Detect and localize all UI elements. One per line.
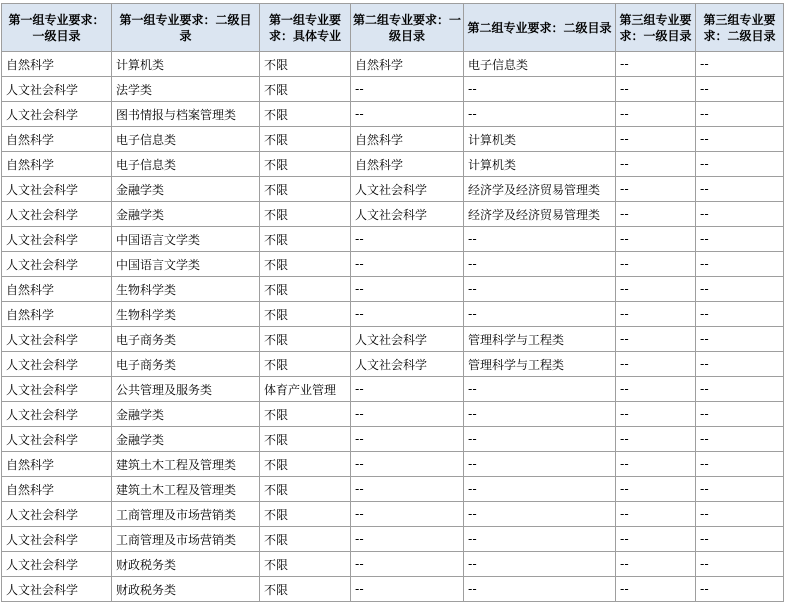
table-cell: -- bbox=[696, 52, 784, 77]
table-cell: 管理科学与工程类 bbox=[464, 352, 616, 377]
table-row bbox=[2, 327, 784, 352]
table-cell: 自然科学 bbox=[2, 277, 112, 302]
table-cell: 金融学类 bbox=[112, 427, 260, 452]
table-body bbox=[2, 52, 784, 602]
major-requirements-table bbox=[1, 3, 784, 602]
table-cell: -- bbox=[351, 102, 464, 127]
table-cell: -- bbox=[696, 577, 784, 602]
table-cell: -- bbox=[616, 377, 696, 402]
table-cell: 不限 bbox=[260, 302, 351, 327]
table-cell: -- bbox=[464, 527, 616, 552]
table-cell: -- bbox=[464, 477, 616, 502]
table-cell: 不限 bbox=[260, 327, 351, 352]
table-cell: -- bbox=[616, 252, 696, 277]
header-cell: 第一组专业要求：一级目录 bbox=[2, 4, 112, 52]
table-cell: 金融学类 bbox=[112, 177, 260, 202]
table-cell: 计算机类 bbox=[464, 127, 616, 152]
table-cell: 人文社会科学 bbox=[2, 77, 112, 102]
table-cell: -- bbox=[351, 427, 464, 452]
header-cell: 第三组专业要求：一级目录 bbox=[616, 4, 696, 52]
header-cell: 第一组专业要求：二级目录 bbox=[112, 4, 260, 52]
table-cell: -- bbox=[616, 127, 696, 152]
table-cell: -- bbox=[616, 277, 696, 302]
table-row bbox=[2, 502, 784, 527]
table-cell: -- bbox=[464, 77, 616, 102]
table-cell: -- bbox=[696, 427, 784, 452]
table-cell: -- bbox=[464, 402, 616, 427]
table-cell: -- bbox=[696, 252, 784, 277]
table-cell: 图书情报与档案管理类 bbox=[112, 102, 260, 127]
table-cell: -- bbox=[696, 302, 784, 327]
table-cell: -- bbox=[351, 252, 464, 277]
table-cell: -- bbox=[696, 402, 784, 427]
table-cell: 电子信息类 bbox=[464, 52, 616, 77]
table-row bbox=[2, 177, 784, 202]
table-cell: 不限 bbox=[260, 402, 351, 427]
table-cell: 人文社会科学 bbox=[351, 352, 464, 377]
table-cell: 自然科学 bbox=[2, 152, 112, 177]
table-cell: -- bbox=[616, 102, 696, 127]
table-cell: 人文社会科学 bbox=[2, 177, 112, 202]
table-row bbox=[2, 352, 784, 377]
table-cell: -- bbox=[616, 527, 696, 552]
table-cell: -- bbox=[696, 177, 784, 202]
table-cell: 管理科学与工程类 bbox=[464, 327, 616, 352]
table-cell: 电子商务类 bbox=[112, 352, 260, 377]
table-cell: -- bbox=[464, 577, 616, 602]
table-cell: 人文社会科学 bbox=[2, 102, 112, 127]
table-cell: 不限 bbox=[260, 52, 351, 77]
table-cell: 人文社会科学 bbox=[2, 327, 112, 352]
table-cell: -- bbox=[616, 452, 696, 477]
table-header bbox=[2, 4, 784, 52]
table-cell: 自然科学 bbox=[2, 452, 112, 477]
table-cell: 人文社会科学 bbox=[2, 352, 112, 377]
table-cell: -- bbox=[696, 377, 784, 402]
table-cell: 人文社会科学 bbox=[2, 577, 112, 602]
table-cell: 电子信息类 bbox=[112, 127, 260, 152]
table-cell: 财政税务类 bbox=[112, 577, 260, 602]
table-cell: 建筑土木工程及管理类 bbox=[112, 477, 260, 502]
table-cell: 人文社会科学 bbox=[2, 377, 112, 402]
header-cell: 第一组专业要求：具体专业 bbox=[260, 4, 351, 52]
table-cell: 体育产业管理 bbox=[260, 377, 351, 402]
table-cell: -- bbox=[696, 77, 784, 102]
table-row bbox=[2, 577, 784, 602]
table-cell: -- bbox=[464, 377, 616, 402]
table-cell: 工商管理及市场营销类 bbox=[112, 502, 260, 527]
table-cell: -- bbox=[351, 77, 464, 102]
table-cell: -- bbox=[464, 502, 616, 527]
table-cell: 不限 bbox=[260, 277, 351, 302]
table-row bbox=[2, 427, 784, 452]
table-cell: 自然科学 bbox=[351, 52, 464, 77]
table-cell: 人文社会科学 bbox=[2, 402, 112, 427]
table-cell: -- bbox=[464, 552, 616, 577]
table-cell: -- bbox=[616, 152, 696, 177]
header-row bbox=[2, 4, 784, 52]
table-row bbox=[2, 527, 784, 552]
major-requirements-sheet bbox=[1, 3, 784, 602]
table-cell: 不限 bbox=[260, 577, 351, 602]
table-cell: -- bbox=[696, 452, 784, 477]
table-cell: -- bbox=[464, 452, 616, 477]
table-cell: 财政税务类 bbox=[112, 552, 260, 577]
table-cell: 自然科学 bbox=[2, 302, 112, 327]
table-row bbox=[2, 252, 784, 277]
table-cell: 电子商务类 bbox=[112, 327, 260, 352]
table-cell: -- bbox=[351, 377, 464, 402]
table-cell: 生物科学类 bbox=[112, 302, 260, 327]
table-cell: -- bbox=[351, 527, 464, 552]
table-cell: 生物科学类 bbox=[112, 277, 260, 302]
table-row bbox=[2, 102, 784, 127]
table-cell: 不限 bbox=[260, 127, 351, 152]
table-cell: 法学类 bbox=[112, 77, 260, 102]
table-cell: 人文社会科学 bbox=[2, 227, 112, 252]
table-cell: -- bbox=[696, 227, 784, 252]
table-cell: -- bbox=[464, 227, 616, 252]
table-row bbox=[2, 452, 784, 477]
table-row bbox=[2, 277, 784, 302]
table-cell: 计算机类 bbox=[112, 52, 260, 77]
table-cell: -- bbox=[616, 552, 696, 577]
table-cell: 自然科学 bbox=[2, 52, 112, 77]
table-cell: -- bbox=[696, 527, 784, 552]
table-cell: 金融学类 bbox=[112, 402, 260, 427]
table-cell: 不限 bbox=[260, 452, 351, 477]
table-cell: 不限 bbox=[260, 477, 351, 502]
table-cell: 人文社会科学 bbox=[2, 427, 112, 452]
table-cell: -- bbox=[616, 327, 696, 352]
table-cell: 人文社会科学 bbox=[351, 202, 464, 227]
table-cell: -- bbox=[696, 277, 784, 302]
table-cell: 中国语言文学类 bbox=[112, 252, 260, 277]
table-cell: 自然科学 bbox=[2, 127, 112, 152]
table-cell: -- bbox=[351, 302, 464, 327]
table-cell: 自然科学 bbox=[351, 127, 464, 152]
table-cell: -- bbox=[351, 502, 464, 527]
table-cell: -- bbox=[351, 452, 464, 477]
table-cell: -- bbox=[616, 202, 696, 227]
table-cell: 自然科学 bbox=[2, 477, 112, 502]
table-cell: 中国语言文学类 bbox=[112, 227, 260, 252]
table-cell: 人文社会科学 bbox=[2, 252, 112, 277]
table-cell: -- bbox=[696, 127, 784, 152]
table-cell: -- bbox=[464, 252, 616, 277]
table-cell: -- bbox=[351, 277, 464, 302]
table-row bbox=[2, 52, 784, 77]
table-cell: -- bbox=[616, 577, 696, 602]
table-row bbox=[2, 377, 784, 402]
table-row bbox=[2, 77, 784, 102]
table-cell: 电子信息类 bbox=[112, 152, 260, 177]
table-cell: 经济学及经济贸易管理类 bbox=[464, 177, 616, 202]
table-cell: -- bbox=[351, 477, 464, 502]
table-cell: -- bbox=[616, 302, 696, 327]
table-cell: 人文社会科学 bbox=[351, 327, 464, 352]
table-cell: -- bbox=[616, 177, 696, 202]
table-row bbox=[2, 127, 784, 152]
table-cell: -- bbox=[616, 427, 696, 452]
table-cell: 不限 bbox=[260, 427, 351, 452]
table-cell: -- bbox=[616, 402, 696, 427]
table-cell: -- bbox=[351, 227, 464, 252]
table-cell: 经济学及经济贸易管理类 bbox=[464, 202, 616, 227]
table-row bbox=[2, 402, 784, 427]
table-cell: -- bbox=[351, 577, 464, 602]
table-cell: 不限 bbox=[260, 527, 351, 552]
table-cell: 建筑土木工程及管理类 bbox=[112, 452, 260, 477]
table-cell: 自然科学 bbox=[351, 152, 464, 177]
table-cell: 不限 bbox=[260, 227, 351, 252]
table-cell: 人文社会科学 bbox=[351, 177, 464, 202]
table-cell: 人文社会科学 bbox=[2, 202, 112, 227]
table-cell: -- bbox=[351, 552, 464, 577]
table-cell: 不限 bbox=[260, 252, 351, 277]
table-cell: -- bbox=[616, 352, 696, 377]
table-cell: -- bbox=[696, 552, 784, 577]
table-cell: 不限 bbox=[260, 502, 351, 527]
table-cell: -- bbox=[464, 277, 616, 302]
table-cell: -- bbox=[696, 352, 784, 377]
header-cell: 第二组专业要求：一级目录 bbox=[351, 4, 464, 52]
table-row bbox=[2, 152, 784, 177]
table-cell: 工商管理及市场营销类 bbox=[112, 527, 260, 552]
table-cell: 计算机类 bbox=[464, 152, 616, 177]
header-cell: 第三组专业要求：二级目录 bbox=[696, 4, 784, 52]
table-cell: -- bbox=[616, 477, 696, 502]
header-cell: 第二组专业要求：二级目录 bbox=[464, 4, 616, 52]
table-row bbox=[2, 552, 784, 577]
table-cell: 不限 bbox=[260, 352, 351, 377]
table-cell: 不限 bbox=[260, 102, 351, 127]
table-cell: 不限 bbox=[260, 552, 351, 577]
table-cell: -- bbox=[696, 102, 784, 127]
table-cell: -- bbox=[616, 502, 696, 527]
table-cell: 不限 bbox=[260, 177, 351, 202]
table-cell: -- bbox=[464, 427, 616, 452]
table-cell: -- bbox=[464, 102, 616, 127]
table-cell: 人文社会科学 bbox=[2, 527, 112, 552]
table-row bbox=[2, 302, 784, 327]
table-cell: 人文社会科学 bbox=[2, 502, 112, 527]
table-cell: -- bbox=[464, 302, 616, 327]
table-cell: -- bbox=[696, 477, 784, 502]
table-cell: -- bbox=[351, 402, 464, 427]
table-cell: -- bbox=[696, 152, 784, 177]
table-row bbox=[2, 202, 784, 227]
table-cell: 不限 bbox=[260, 202, 351, 227]
table-cell: 公共管理及服务类 bbox=[112, 377, 260, 402]
table-cell: -- bbox=[696, 502, 784, 527]
table-cell: 金融学类 bbox=[112, 202, 260, 227]
table-row bbox=[2, 227, 784, 252]
table-cell: -- bbox=[616, 227, 696, 252]
table-cell: 人文社会科学 bbox=[2, 552, 112, 577]
table-cell: -- bbox=[616, 52, 696, 77]
table-cell: -- bbox=[616, 77, 696, 102]
table-cell: -- bbox=[696, 202, 784, 227]
table-cell: 不限 bbox=[260, 152, 351, 177]
table-row bbox=[2, 477, 784, 502]
table-cell: 不限 bbox=[260, 77, 351, 102]
table-cell: -- bbox=[696, 327, 784, 352]
